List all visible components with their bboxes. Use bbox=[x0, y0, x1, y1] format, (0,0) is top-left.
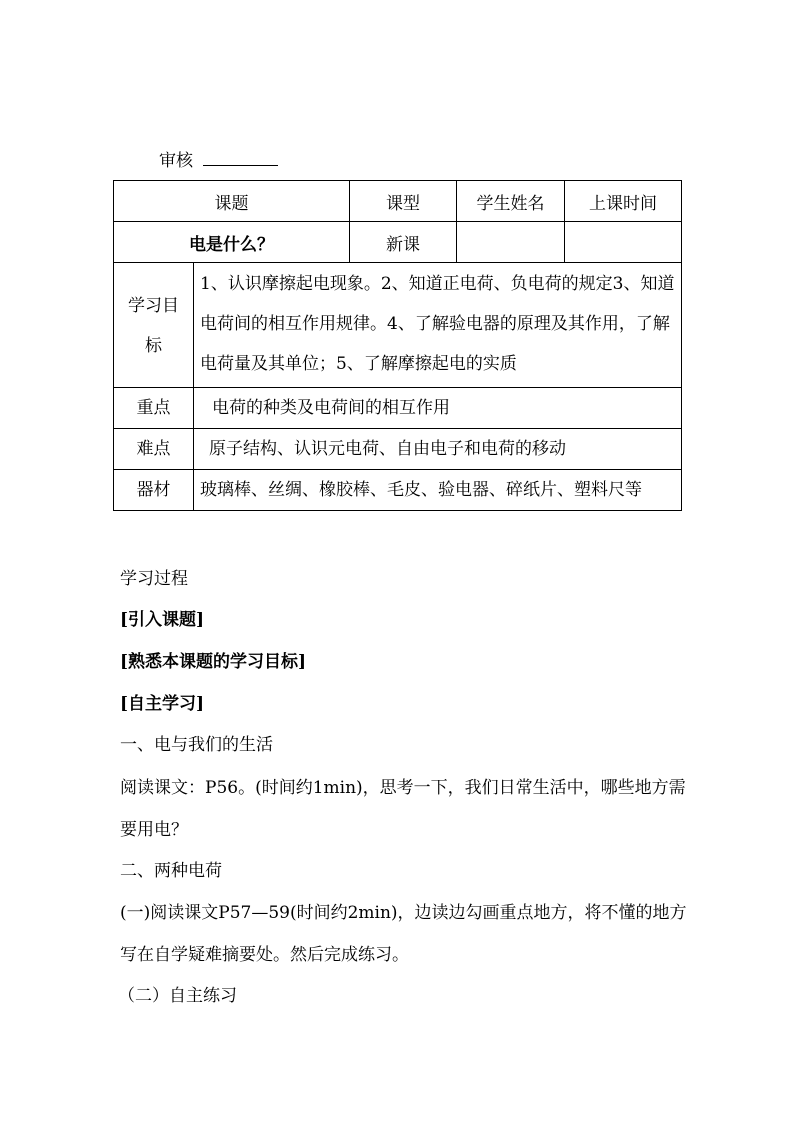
table-row-materials bbox=[114, 470, 682, 511]
part2-text: (一)阅读课文P57—59(时间约2min)，边读边勾画重点地方，将不懂的地方写在自学疑难摘要处。然后完成练习。 bbox=[120, 903, 687, 965]
table-header-row bbox=[114, 181, 682, 222]
key-points-content: 电荷的种类及电荷间的相互作用 bbox=[194, 388, 682, 429]
lesson-topic: 电是什么？ bbox=[114, 222, 350, 263]
goals-label bbox=[114, 263, 194, 388]
reviewer-blank bbox=[203, 147, 278, 166]
reviewer-label: 审核 bbox=[159, 151, 193, 171]
reviewer-line bbox=[159, 147, 278, 171]
process-title: 学习过程 bbox=[120, 569, 188, 589]
part2-subtitle: （二）自主练习 bbox=[118, 986, 237, 1006]
table-row-difficulties bbox=[114, 429, 682, 470]
section-self-study: [自主学习] bbox=[120, 694, 205, 714]
difficulties-content: 原子结构、认识元电荷、自由电子和电荷的移动 bbox=[194, 429, 682, 470]
lesson-student-name bbox=[457, 222, 565, 263]
section-goals: [熟悉本课题的学习目标] bbox=[120, 652, 307, 672]
header-class-time: 上课时间 bbox=[565, 181, 682, 222]
table-row-key-points bbox=[114, 388, 682, 429]
header-type: 课型 bbox=[350, 181, 457, 222]
goals-label-line1: 学习目 bbox=[128, 296, 179, 316]
header-topic: 课题 bbox=[114, 181, 350, 222]
lesson-class-time bbox=[565, 222, 682, 263]
difficulties-label: 难点 bbox=[114, 429, 194, 470]
section-intro: [引入课题] bbox=[120, 610, 205, 630]
goals-content: 1、认识摩擦起电现象。2、知道正电荷、负电荷的规定3、知道电荷间的相互作用规律。4、了解验电器的原理及其作用，了解电荷量及其单位；5、了解摩擦起电的实质 bbox=[194, 263, 682, 388]
materials-label: 器材 bbox=[114, 470, 194, 511]
goals-label-line2: 标 bbox=[145, 336, 162, 356]
table-row-goals bbox=[114, 263, 682, 388]
lesson-info-table bbox=[113, 180, 682, 511]
lesson-row bbox=[114, 222, 682, 263]
part1-title: 一、电与我们的生活 bbox=[120, 735, 273, 755]
part2-title: 二、两种电荷 bbox=[120, 861, 222, 881]
part1-text: 阅读课文：P56。(时间约1min)，思考一下，我们日常生活中，哪些地方需要用电？ bbox=[120, 778, 686, 840]
key-points-label: 重点 bbox=[114, 388, 194, 429]
materials-content: 玻璃棒、丝绸、橡胶棒、毛皮、验电器、碎纸片、塑料尺等 bbox=[194, 470, 682, 511]
header-student-name: 学生姓名 bbox=[457, 181, 565, 222]
lesson-type: 新课 bbox=[350, 222, 457, 263]
